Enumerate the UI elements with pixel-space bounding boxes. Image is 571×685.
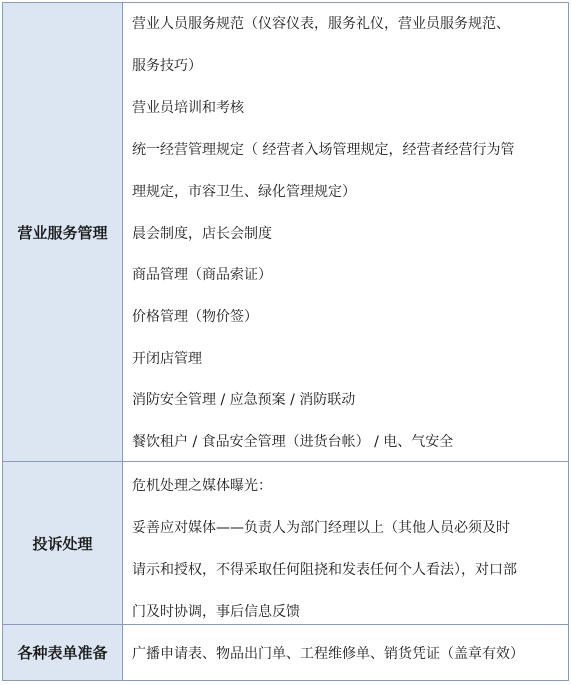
content-line: 商品管理（商品索证） [132,267,272,283]
content-line: 服务技巧） [132,58,202,74]
row-content [123,462,568,624]
row-header: 营业服务管理 [3,3,123,461]
content-line: 开闭店管理 [132,351,202,367]
content-line: 营业人员服务规范（仪容仪表，服务礼仪，营业员服务规范、 [132,16,510,32]
content-line: 统一经营管理规定（ 经营者入场管理规定，经营者经营行为管 [132,142,515,158]
row-content [123,3,568,461]
content-line: 广播申请表、物品出门单、工程维修单、销货凭证（盖章有效） [132,646,524,662]
content-line: 餐饮租户 / 食品安全管理（进货台帐） / 电、气安全 [132,434,454,450]
content-line: 晨会制度，店长会制度 [132,226,272,242]
row-header: 投诉处理 [3,462,123,624]
content-line: 危机处理之媒体曝光： [132,478,272,494]
table-row-forms [3,624,568,680]
content-line: 价格管理（物价签） [132,309,258,325]
content-line: 营业员培训和考核 [132,100,244,116]
content-line: 理规定，市容卫生、绿化管理规定） [132,184,356,200]
content-line: 妥善应对媒体——负责人为部门经理以上（其他人员必须及时 [132,520,510,536]
content-line: 消防安全管理 / 应急预案 / 消防联动 [132,392,356,408]
row-content [123,625,568,680]
content-line: 请示和授权，不得采取任何阻挠和发表任何个人看法），对口部 [132,562,517,578]
content-table [2,2,569,681]
row-header: 各种表单准备 [3,625,123,680]
table-row-complaint-handling [3,461,568,624]
content-line: 门及时协调，事后信息反馈 [132,604,300,620]
table-row-business-service [3,3,568,461]
